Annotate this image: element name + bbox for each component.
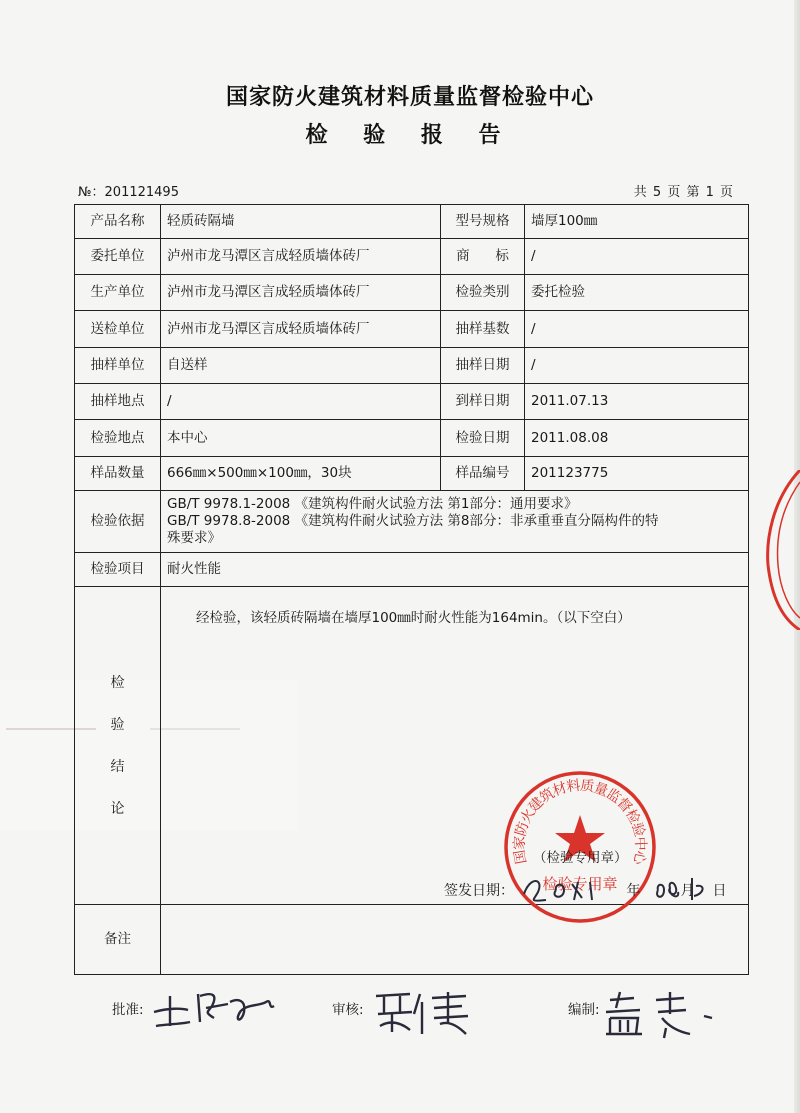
field-label: 型号规格 — [441, 205, 525, 239]
seal-ring-text: 国家防火建筑材料质量监督检验中心 — [511, 777, 649, 867]
report-number: №：201121495 — [78, 185, 179, 200]
field-label: 商 标 — [441, 239, 525, 275]
conclusion-label — [75, 587, 161, 905]
conclusion-cell — [161, 587, 749, 905]
table-row — [75, 420, 749, 457]
field-label: 产品名称 — [75, 205, 161, 239]
field-value: 本中心 — [161, 420, 441, 457]
field-label: 检验日期 — [441, 420, 525, 457]
org-title: 国家防火建筑材料质量监督检验中心 — [225, 85, 594, 110]
review-label: 审核: — [332, 1002, 364, 1018]
field-label: 抽样基数 — [441, 311, 525, 348]
field-value: 委托检验 — [525, 275, 749, 311]
field-value: 2011.07.13 — [525, 384, 749, 420]
table-row — [75, 205, 749, 239]
conclusion-char: 结 — [110, 758, 125, 775]
field-value: 泸州市龙马潭区言成轻质墙体砖厂 — [161, 275, 441, 311]
field-label: 生产单位 — [75, 275, 161, 311]
conclusion-text: 经检验，该轻质砖隔墙在墙厚100㎜时耐火性能为164min。（以下空白） — [196, 610, 631, 626]
basis-value — [161, 491, 749, 553]
year-mark: 年 — [626, 883, 641, 899]
report-title: 检 验 报 告 — [305, 123, 515, 148]
seal-bottom-text: 检验专用章 — [542, 875, 618, 893]
remarks-label: 备注 — [75, 905, 161, 975]
field-value: 墙厚100㎜ — [525, 205, 749, 239]
field-value: / — [525, 311, 749, 348]
table-row — [75, 348, 749, 384]
field-value: / — [525, 348, 749, 384]
field-value: 泸州市龙马潭区言成轻质墙体砖厂 — [161, 239, 441, 275]
field-label: 检验地点 — [75, 420, 161, 457]
table-row — [75, 384, 749, 420]
conclusion-char: 验 — [110, 716, 125, 733]
field-value: / — [161, 384, 441, 420]
field-value: 666㎜×500㎜×100㎜，30块 — [161, 457, 441, 491]
conclusion-char: 检 — [110, 674, 125, 691]
month-mark: 月 — [680, 883, 695, 899]
basis-line: 殊要求》 — [167, 530, 221, 546]
field-value: 201123775 — [525, 457, 749, 491]
table-row — [75, 553, 749, 587]
basis-line: GB/T 9978.8-2008 《建筑构件耐火试验方法 第8部分：非承重垂直分隔构件的特 — [167, 513, 659, 529]
item-label: 检验项目 — [75, 553, 161, 587]
field-value: 轻质砖隔墙 — [161, 205, 441, 239]
item-value: 耐火性能 — [161, 553, 749, 587]
field-label: 委托单位 — [75, 239, 161, 275]
day-mark: 日 — [712, 883, 727, 899]
table-row — [75, 275, 749, 311]
handwritten-date-icon — [520, 868, 720, 908]
side-seal-icon — [764, 470, 800, 630]
field-value: 自送样 — [161, 348, 441, 384]
remarks-value — [161, 905, 749, 975]
table-row — [75, 311, 749, 348]
field-label: 检验类别 — [441, 275, 525, 311]
approve-label: 批准: — [112, 1002, 144, 1018]
table-row — [75, 457, 749, 491]
field-label: 送检单位 — [75, 311, 161, 348]
page-count: 共 5 页 第 1 页 — [633, 185, 734, 200]
stamp-label: （检验专用章） — [533, 850, 628, 866]
issue-date-label: 签发日期： — [444, 883, 514, 899]
field-value: 泸州市龙马潭区言成轻质墙体砖厂 — [161, 311, 441, 348]
field-value: 2011.08.08 — [525, 420, 749, 457]
basis-label: 检验依据 — [75, 491, 161, 553]
field-label: 到样日期 — [441, 384, 525, 420]
table-row — [75, 239, 749, 275]
basis-line: GB/T 9978.1-2008 《建筑构件耐火试验方法 第1部分：通用要求》 — [167, 496, 578, 512]
compile-signature-icon — [600, 988, 730, 1040]
table-row — [75, 491, 749, 553]
compile-label: 编制: — [568, 1002, 600, 1018]
review-signature-icon — [370, 984, 500, 1036]
conclusion-char: 论 — [110, 800, 125, 817]
field-label: 样品编号 — [441, 457, 525, 491]
field-label: 样品数量 — [75, 457, 161, 491]
field-label: 抽样单位 — [75, 348, 161, 384]
field-value: / — [525, 239, 749, 275]
field-label: 抽样地点 — [75, 384, 161, 420]
field-label: 抽样日期 — [441, 348, 525, 384]
approve-signature-icon — [148, 982, 278, 1032]
